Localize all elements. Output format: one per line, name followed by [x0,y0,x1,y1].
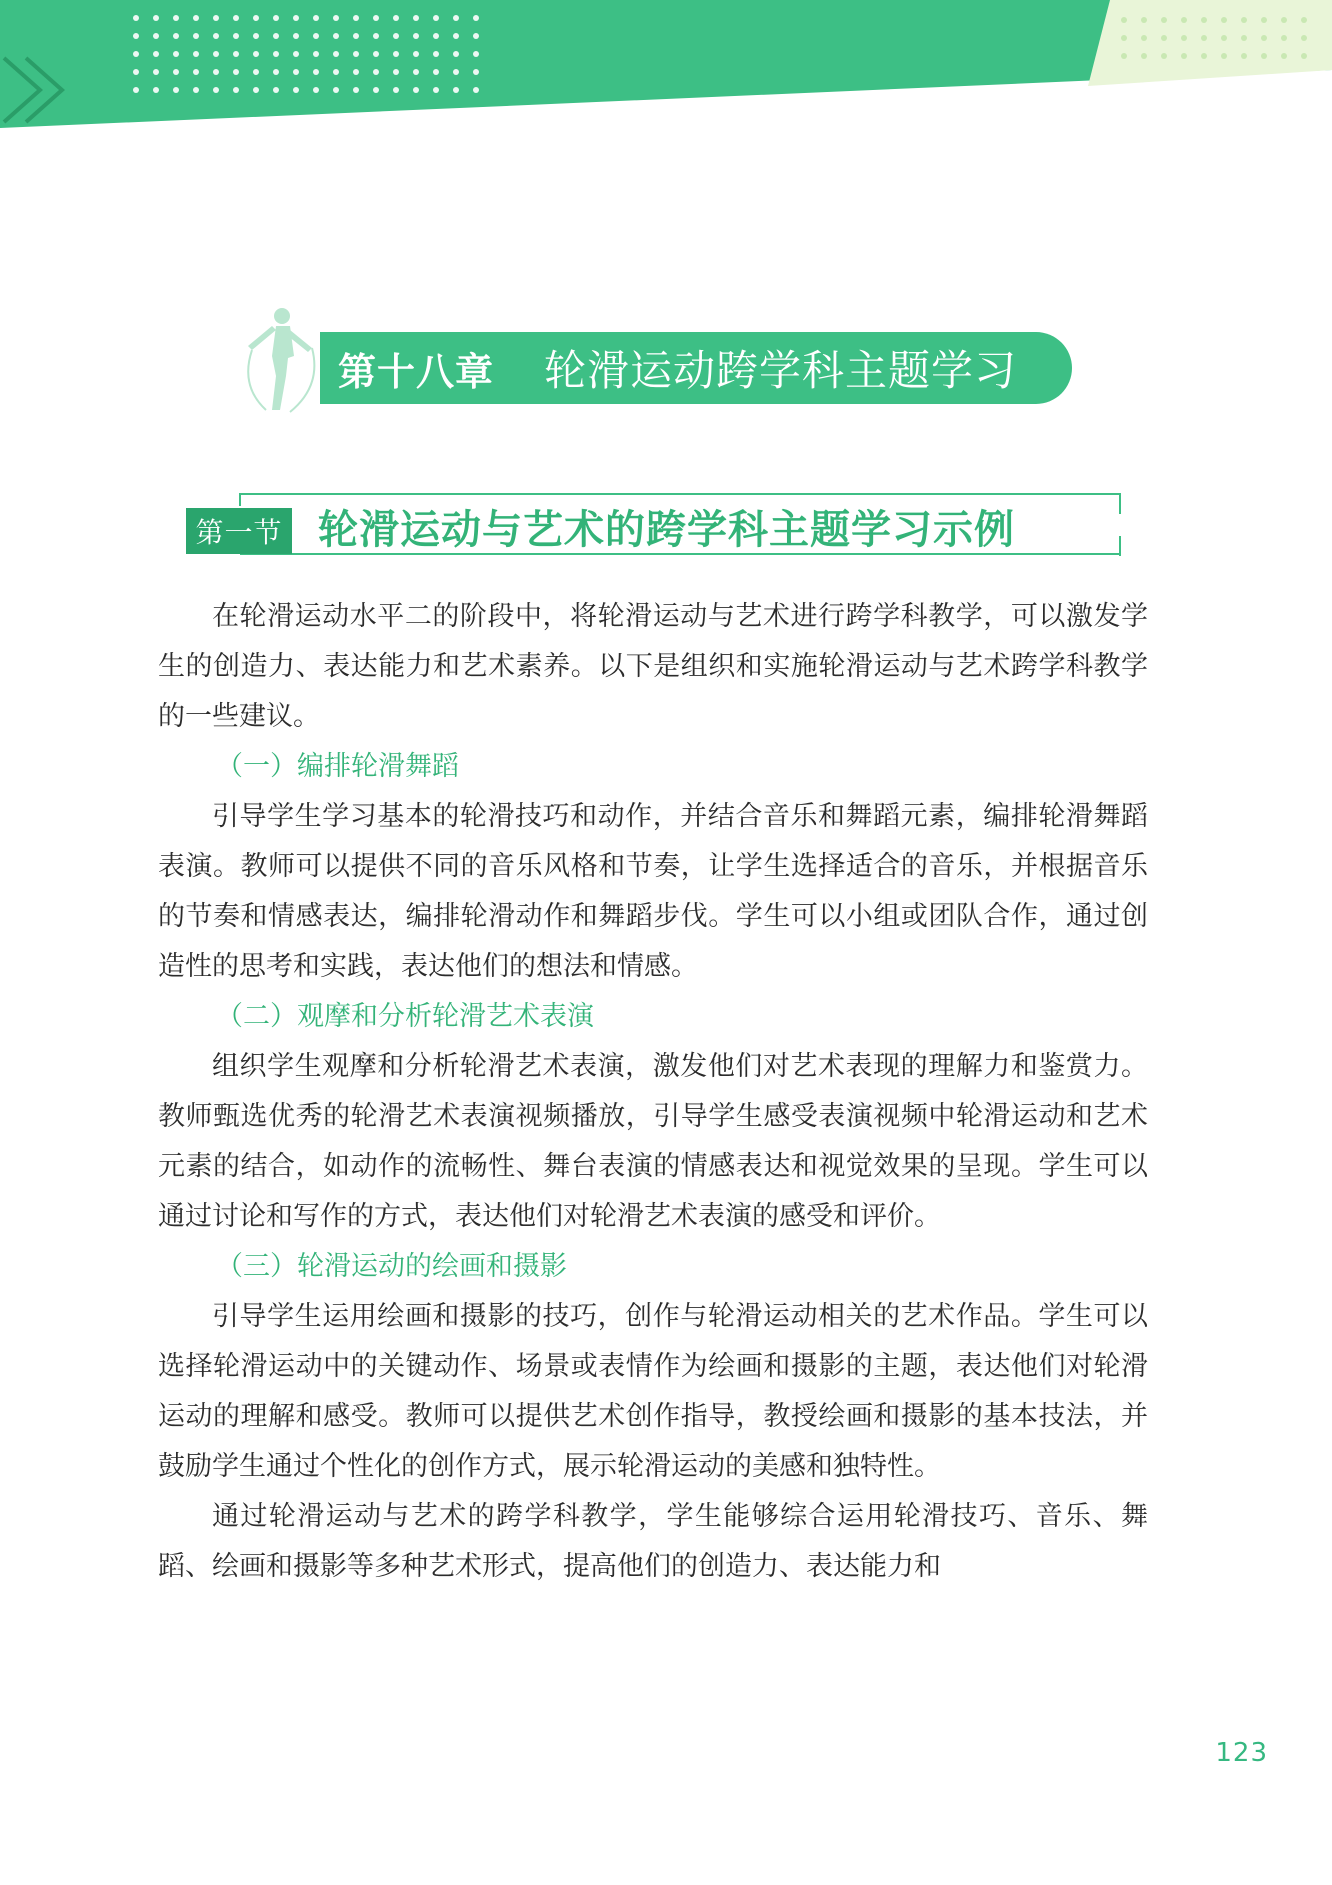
chapter-title-pill [320,332,1072,404]
paragraph-2: 组织学生观摩和分析轮滑艺术表演，激发他们对艺术表现的理解力和鉴赏力。教师甄选优秀的轮滑艺术表演视频播放，引导学生感受表演视频中轮滑运动和艺术元素的结合，如动作的流畅性、舞台表演的情感表达和视觉效果的呈现。学生可以通过讨论和写作的方式，表达他们对轮滑艺术表演的感受和评价。 [158,1051,1148,1232]
paragraph-4: 通过轮滑运动与艺术的跨学科教学，学生能够综合运用轮滑技巧、音乐、舞蹈、绘画和摄影等多种艺术形式，提高他们的创造力、表达能力和 [158,1501,1148,1582]
section-title: 轮滑运动与艺术的跨学科主题学习示例 [318,507,1015,553]
paragraph-3: 引导学生运用绘画和摄影的技巧，创作与轮滑运动相关的艺术作品。学生可以选择轮滑运动中的关键动作、场景或表情作为绘画和摄影的主题，表达他们对轮滑运动的理解和感受。教师可以提供艺术创作指导，教授绘画和摄影的基本技法，并鼓励学生通过个性化的创作方式，展示轮滑运动的美感和独特性。 [158,1301,1148,1482]
section-heading [186,492,1126,562]
body-content [158,592,1148,1592]
paragraph-intro: 在轮滑运动水平二的阶段中，将轮滑运动与艺术进行跨学科教学，可以激发学生的创造力、表达能力和艺术素养。以下是组织和实施轮滑运动与艺术跨学科教学的一些建议。 [158,601,1148,732]
page-number: 123 [1215,1738,1268,1768]
subheading-3: （三）轮滑运动的绘画和摄影 [216,1251,567,1282]
skater-silhouette-icon [236,306,326,416]
chapter-heading [232,306,1072,416]
subheading-1: （一）编排轮滑舞蹈 [216,751,459,782]
subheading-2: （二）观摩和分析轮滑艺术表演 [216,1001,594,1032]
paragraph-1: 引导学生学习基本的轮滑技巧和动作，并结合音乐和舞蹈元素，编排轮滑舞蹈表演。教师可以提供不同的音乐风格和节奏，让学生选择适合的音乐，并根据音乐的节奏和情感表达，编排轮滑动作和舞蹈步伐。学生可以小组或团队合作，通过创造性的思考和实践，表达他们的想法和情感。 [158,801,1148,982]
chapter-title: 轮滑运动跨学科主题学习 [544,346,1018,395]
chapter-number: 第十八章 [338,349,495,394]
header-banner [0,0,1332,130]
section-badge: 第一节 [186,508,292,554]
